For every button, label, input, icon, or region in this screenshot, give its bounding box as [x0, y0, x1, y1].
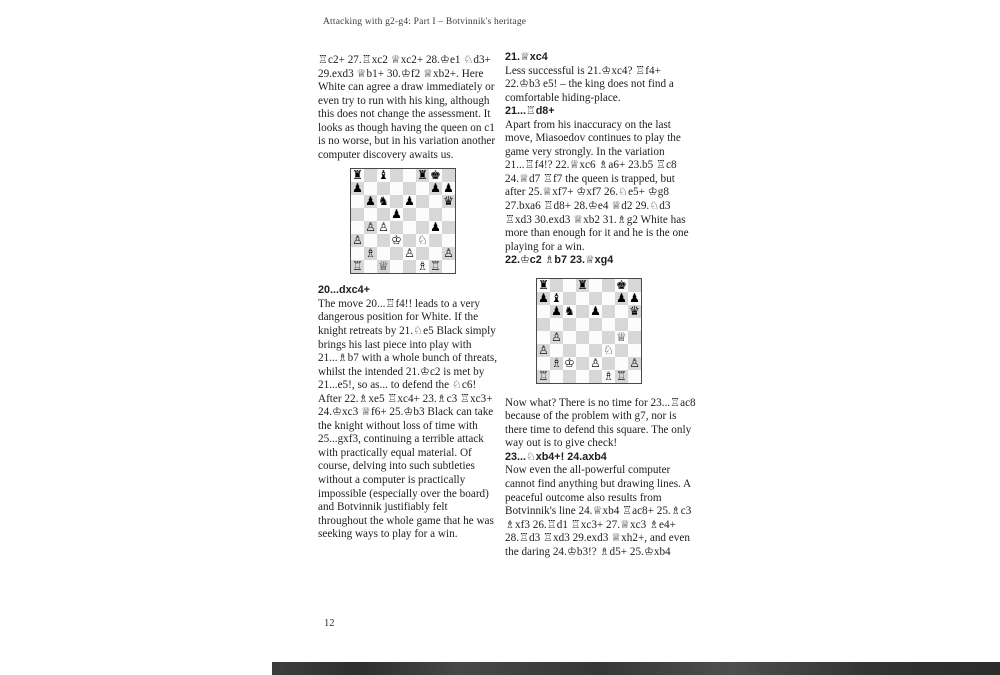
empty-square: [442, 208, 455, 221]
empty-square: [537, 331, 550, 344]
piece-Q: ♕: [616, 330, 627, 344]
empty-square: [377, 208, 390, 221]
empty-square: [576, 318, 589, 331]
piece-p: ♟: [430, 221, 441, 235]
move-heading: 20...dxc4+: [318, 284, 370, 297]
empty-square: [602, 292, 615, 305]
piece-r: ♜: [352, 169, 363, 183]
empty-square: [589, 292, 602, 305]
empty-square: [442, 260, 455, 273]
piece-R: ♖: [352, 260, 363, 274]
piece-p: ♟: [616, 291, 627, 305]
empty-square: [615, 344, 628, 357]
empty-square: [377, 182, 390, 195]
piece-p: ♟: [352, 182, 363, 196]
chess-diagram-wrapper: [350, 168, 499, 274]
piece-Q: ♕: [378, 260, 389, 274]
piece-n: ♞: [378, 195, 389, 209]
empty-square: [416, 195, 429, 208]
empty-square: [403, 208, 416, 221]
chess-diagram-left: [350, 168, 456, 274]
piece-p: ♟: [538, 291, 549, 305]
empty-square: [364, 182, 377, 195]
empty-square: [602, 279, 615, 292]
piece-B: ♗: [603, 369, 614, 383]
empty-square: [390, 182, 403, 195]
piece-P: ♙: [590, 356, 601, 370]
empty-square: [416, 247, 429, 260]
piece-P: ♙: [538, 343, 549, 357]
piece-N: ♘: [603, 343, 614, 357]
empty-square: [589, 331, 602, 344]
empty-square: [442, 169, 455, 182]
empty-square: [403, 221, 416, 234]
empty-square: [628, 279, 641, 292]
empty-square: [537, 305, 550, 318]
chess-diagram-wrapper: [536, 278, 697, 384]
empty-square: [429, 208, 442, 221]
piece-p: ♟: [404, 195, 415, 209]
piece-P: ♙: [629, 356, 640, 370]
piece-p: ♟: [551, 304, 562, 318]
move-heading: 21...♖d8+: [505, 105, 555, 118]
piece-K: ♔: [391, 234, 402, 248]
piece-R: ♖: [430, 260, 441, 274]
piece-N: ♘: [417, 234, 428, 248]
empty-square: [563, 370, 576, 383]
empty-square: [550, 318, 563, 331]
piece-B: ♗: [417, 260, 428, 274]
piece-k: ♚: [616, 278, 627, 292]
paragraph-analysis: The move 20...♖f4!! leads to a very dangerous position for White. If the knight retreats by 21.♘e5 Black simply brings his last piece into play with 21...♗b7 with a whole bunch of threats, whilst the intended 21.♔c2 is met by 21...e5!, so as... to defend the ♘c6! After 22.♗xe5 ♖xc4+ 23.♗c3 ♖xc3+ 24.♔xc3 ♕f6+ 25.♔b3 Black can take the knight without loss of time with 25...gxf3, continuing a terrible attack with practically equal material. Of course, delving into such subtleties without a computer is practically impossible (especially over the board) and Botvinnik justifiably felt throughout the whole game that he was seeking ways to play for a win.: [318, 297, 498, 541]
piece-k: ♚: [430, 169, 441, 183]
empty-square: [563, 318, 576, 331]
empty-square: [442, 234, 455, 247]
paragraph-analysis: Apart from his inaccuracy on the last move, Miasoedov continues to play the game very strongly. In the variation 21...♖f4!? 22.♕xc6 ♗a6+ 23.b5 ♖c8 24.♕d7 ♖f7 the queen is trapped, but after 25.♕xf7+ ♔xf7 26.♘e5+ ♔g8 27.bxa6 ♖d8+ 28.♔e4 ♕d2 29.♘d3 ♖xd3 30.exd3 ♕xb2 31.♗g2 White has more than enough for it and he is the one playing for a win.: [505, 118, 689, 253]
empty-square: [615, 305, 628, 318]
piece-R: ♖: [538, 369, 549, 383]
empty-square: [589, 279, 602, 292]
piece-r: ♜: [577, 278, 588, 292]
piece-B: ♗: [551, 356, 562, 370]
piece-n: ♞: [564, 304, 575, 318]
piece-r: ♜: [417, 169, 428, 183]
empty-square: [390, 195, 403, 208]
empty-square: [602, 357, 615, 370]
empty-square: [403, 169, 416, 182]
piece-p: ♟: [629, 291, 640, 305]
paragraph-analysis: Less successful is 21.♔xc4? ♖f4+ 22.♔b3 e5! – the king does not find a comfortable hiding-place.: [505, 64, 674, 104]
empty-square: [377, 234, 390, 247]
empty-square: [442, 221, 455, 234]
move-heading: 22.♔c2 ♗b7 23.♕xg4: [505, 254, 614, 267]
paragraph-analysis: ♖c2+ 27.♖xc2 ♕xc2+ 28.♔e1 ♘d3+ 29.exd3 ♕b1+ 30.♔f2 ♕xb2+. Here White can agree a draw immediately or even try to run with his king, although this does not change the assessment. It looks as though having the queen on c1 is no worse, but in his variation another computer discovery awaits us.: [318, 54, 496, 161]
empty-square: [628, 318, 641, 331]
piece-p: ♟: [443, 182, 454, 196]
empty-square: [550, 279, 563, 292]
chess-diagram-right: [536, 278, 642, 384]
empty-square: [615, 357, 628, 370]
empty-square: [589, 344, 602, 357]
empty-square: [390, 169, 403, 182]
empty-square: [563, 292, 576, 305]
empty-square: [403, 182, 416, 195]
empty-square: [602, 318, 615, 331]
page-number: 12: [324, 618, 335, 629]
piece-b: ♝: [551, 291, 562, 305]
empty-square: [550, 370, 563, 383]
paragraph-analysis: Now even the all-powerful computer cannot find anything but drawing lines. A peaceful outcome also results from Botvinnik's line 24.♕xb4 ♖ac8+ 25.♗c3 ♗xf3 26.♖d1 ♖xc3+ 27.♕xc3 ♗e4+ 28.♖d3 ♖xd3 29.exd3 ♕xh2+, and even the daring 24.♔b3!? ♗d5+ 25.♔xb4: [505, 464, 692, 558]
empty-square: [377, 247, 390, 260]
empty-square: [351, 247, 364, 260]
empty-square: [615, 318, 628, 331]
empty-square: [403, 234, 416, 247]
piece-p: ♟: [590, 304, 601, 318]
move-heading: 23...♘xb4+! 24.axb4: [505, 450, 607, 463]
empty-square: [589, 370, 602, 383]
empty-square: [351, 195, 364, 208]
piece-p: ♟: [391, 208, 402, 222]
empty-square: [364, 260, 377, 273]
piece-P: ♙: [551, 330, 562, 344]
empty-square: [429, 234, 442, 247]
piece-B: ♗: [365, 247, 376, 261]
empty-square: [576, 292, 589, 305]
move-heading: 21.♕xc4: [505, 51, 548, 63]
empty-square: [429, 247, 442, 260]
piece-p: ♟: [365, 195, 376, 209]
piece-P: ♙: [378, 221, 389, 235]
empty-square: [364, 208, 377, 221]
empty-square: [351, 221, 364, 234]
right-column: [505, 51, 697, 559]
empty-square: [628, 370, 641, 383]
empty-square: [563, 279, 576, 292]
empty-square: [576, 331, 589, 344]
piece-K: ♔: [564, 356, 575, 370]
empty-square: [576, 357, 589, 370]
empty-square: [550, 344, 563, 357]
empty-square: [364, 234, 377, 247]
empty-square: [628, 331, 641, 344]
piece-R: ♖: [616, 369, 627, 383]
empty-square: [589, 318, 602, 331]
piece-b: ♝: [378, 169, 389, 183]
empty-square: [537, 357, 550, 370]
empty-square: [628, 344, 641, 357]
empty-square: [576, 370, 589, 383]
empty-square: [351, 208, 364, 221]
empty-square: [390, 260, 403, 273]
empty-square: [537, 318, 550, 331]
empty-square: [602, 331, 615, 344]
piece-q: ♛: [443, 195, 454, 209]
page-header-title: Attacking with g2-g4: Part I – Botvinnik's heritage: [323, 17, 527, 27]
empty-square: [416, 208, 429, 221]
piece-P: ♙: [404, 247, 415, 261]
empty-square: [602, 305, 615, 318]
empty-square: [416, 221, 429, 234]
next-page-preview-strip: [272, 662, 1000, 675]
empty-square: [429, 195, 442, 208]
empty-square: [390, 247, 403, 260]
empty-square: [563, 344, 576, 357]
piece-P: ♙: [352, 234, 363, 248]
empty-square: [403, 260, 416, 273]
empty-square: [390, 221, 403, 234]
piece-p: ♟: [430, 182, 441, 196]
empty-square: [364, 169, 377, 182]
piece-r: ♜: [538, 278, 549, 292]
empty-square: [576, 305, 589, 318]
paragraph-analysis: Now what? There is no time for 23...♖ac8 because of the problem with g7, nor is there time to defend this square. The only way out is to give check!: [505, 396, 696, 450]
piece-q: ♛: [629, 304, 640, 318]
piece-P: ♙: [365, 221, 376, 235]
empty-square: [576, 344, 589, 357]
empty-square: [563, 331, 576, 344]
empty-square: [416, 182, 429, 195]
piece-P: ♙: [443, 247, 454, 261]
left-column: [318, 54, 499, 542]
